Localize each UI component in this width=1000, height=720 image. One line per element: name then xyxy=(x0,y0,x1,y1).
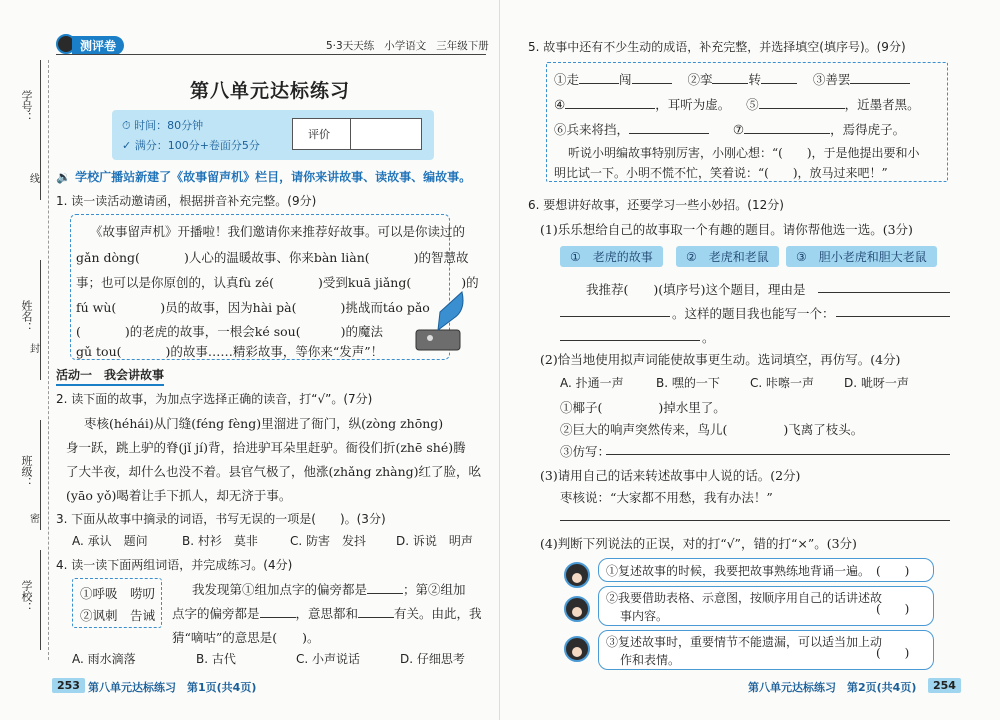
q3-option-a[interactable]: A. 承认 题问 xyxy=(72,534,148,548)
score-text: 满分：100分+卷面分5分 xyxy=(134,139,260,152)
q6-own-title-blank[interactable] xyxy=(836,316,950,317)
q1-line2 xyxy=(76,248,469,266)
margin-banji-label: 班级： xyxy=(20,455,33,488)
judge-statement-3b: 作和表情。 xyxy=(620,653,681,667)
q1-line6 xyxy=(76,342,383,360)
q5-r3a: ⑥兵来将挡， xyxy=(554,122,630,137)
q6-example-1 xyxy=(560,398,726,416)
q5-blank-7[interactable] xyxy=(759,108,845,109)
margin-feng: 封 xyxy=(30,344,40,355)
q5-blank-2[interactable] xyxy=(632,83,672,84)
q1-l3c: )的 xyxy=(461,275,479,290)
header-series xyxy=(326,38,489,53)
q6-sub2: (2)恰当地使用拟声词能使故事更生动。选词填空，再仿写。(4分) xyxy=(540,352,901,367)
q6-e2a: ②巨大的响声突然传来，鸟儿( xyxy=(560,422,728,437)
q5-blank-4[interactable] xyxy=(761,83,797,84)
margin-mi: 密 xyxy=(30,514,40,525)
q5-r2b: ，耳听为虚。 xyxy=(655,97,731,112)
q4-box-group1: ①呼吸 唠叨 xyxy=(80,586,156,601)
q1-l3b: )受到kuā jiǎng( xyxy=(318,275,412,290)
q5-r2d: ，近墨者黑。 xyxy=(844,97,920,112)
q6-sub3: (3)请用自己的话来转述故事中人说的话。(2分) xyxy=(540,468,801,483)
q5-r2c: ⑤ xyxy=(746,97,759,112)
q6-imitate-blank[interactable] xyxy=(606,454,950,455)
q1-line5 xyxy=(76,322,383,340)
q4-l2c: 有关。由此，我 xyxy=(394,606,482,621)
time-info: ⏱ 时间：80分钟 xyxy=(122,119,204,132)
q6-sub1: (1)乐乐想给自己的故事取一个有趣的题目。请你帮他选一选。(3分) xyxy=(540,222,913,237)
q1-l2b: )人心的温暖故事、你来bàn liàn( xyxy=(183,250,370,265)
q3-option-d[interactable]: D. 诉说 明声 xyxy=(396,534,473,548)
q3-option-b[interactable]: B. 村衫 莫非 xyxy=(182,534,258,548)
q4-l1a: 我发现第①组加点字的偏旁都是 xyxy=(192,582,368,597)
q1-l4b: )员的故事，因为hài pà( xyxy=(160,300,297,315)
q1-l5a: ( xyxy=(76,324,81,339)
q5-blank-8[interactable] xyxy=(629,133,709,134)
q4-blank-radical2[interactable] xyxy=(260,617,296,618)
q4-blank-radical1[interactable] xyxy=(367,593,403,594)
intro-body: 学校广播站新建了《故事留声机》栏目，请你来讲故事、读故事、编故事。 xyxy=(75,170,472,184)
q1-l2c: )的智慧故 xyxy=(413,250,469,265)
page-title: 第八单元达标练习 xyxy=(190,80,351,102)
q5-r1c: ②挛 xyxy=(687,72,713,87)
q6-own-title-blank-2[interactable] xyxy=(560,340,700,341)
q4-line2 xyxy=(172,604,482,622)
q4-l1b: ；第②组加 xyxy=(403,582,466,597)
q4-line1 xyxy=(192,580,466,598)
q6-e1a: ①椰子( xyxy=(560,400,603,415)
q6-title-option-1[interactable]: ① 老虎的故事 xyxy=(560,246,663,267)
q4-option-b[interactable]: B. 古代 xyxy=(196,652,236,666)
header-badge: 测评卷 xyxy=(72,36,124,55)
q5-r2a: ④ xyxy=(554,97,566,112)
judge-statement-2b: 事内容。 xyxy=(620,609,669,623)
judge-statement-3a: ③复述故事时，重要情节不能遗漏，可以适当加上动 xyxy=(606,635,883,649)
q5-blank-9[interactable] xyxy=(744,133,830,134)
q2-line1: 枣核(héhái)从门缝(féng fèng)里溜进了衙门，纵(zòng zhōng) xyxy=(84,416,444,431)
q5-r3d: ，焉得虎子。 xyxy=(830,122,906,137)
eval-divider xyxy=(350,118,351,150)
q1-l5b: )的老虎的故事，一根会ké sou( xyxy=(124,324,301,339)
q5-row2 xyxy=(554,95,920,113)
margin-xuehao-label: 学号： xyxy=(20,90,33,123)
subject-name: 小学语文 xyxy=(384,40,427,52)
q5-blank-1[interactable] xyxy=(579,83,619,84)
q4-line3: 猜“嘀咕”的意思是( )。 xyxy=(172,630,320,645)
q2-line2: 身一跃，跳上驴的脊(jǐ jí)背，拾进驴耳朵里赶驴。衙役们折(zhē shé)腾 xyxy=(66,440,466,455)
q6-onoma-d[interactable]: D. 呲呀一声 xyxy=(844,376,909,390)
q6-sub4: (4)判断下列说法的正误，对的打“√”，错的打“×”。(3分) xyxy=(540,536,857,551)
q6-onoma-a[interactable]: A. 扑通一声 xyxy=(560,376,624,390)
time-text: 时间：80分钟 xyxy=(134,119,204,132)
q4-option-a[interactable]: A. 雨水滴落 xyxy=(72,652,136,666)
q6-onoma-b[interactable]: B. 嘿的一下 xyxy=(656,376,720,390)
q1-l4c: )挑战而táo pǎo xyxy=(340,300,430,315)
q5-row3 xyxy=(554,120,905,138)
q2-line4: (yāo yǒ)喝着让手下抓人，却无济于事。 xyxy=(66,488,292,503)
q6-retell-blank[interactable] xyxy=(560,520,950,521)
q5-r1b: 闯 xyxy=(619,72,632,87)
child-avatar-1 xyxy=(564,562,590,588)
child-avatar-3 xyxy=(564,636,590,662)
q1-l5c: )的魔法 xyxy=(340,324,383,339)
header-rule xyxy=(56,54,486,55)
judge-answer-1[interactable]: ( ) xyxy=(876,564,910,578)
right-page xyxy=(500,0,1000,720)
q6-title-option-2[interactable]: ② 老虎和老鼠 xyxy=(676,246,779,267)
q6-quote: 枣核说：“大家都不用愁，我有办法！” xyxy=(560,490,773,505)
q4-title: 4. 读一读下面两组词语，并完成练习。(4分) xyxy=(56,558,293,572)
q3-option-c[interactable]: C. 防害 发抖 xyxy=(290,534,367,548)
activity-heading: 活动一 我会讲故事 xyxy=(56,366,164,386)
footer-text-right: 第八单元达标练习 第2页(共4页) xyxy=(748,681,917,694)
score-info: ✓ 满分：100分+卷面分5分 xyxy=(122,139,260,152)
q1-l6a: gǔ tou( xyxy=(76,344,122,359)
q1-title: 1. 读一读活动邀请函，根据拼音补充完整。(9分) xyxy=(56,194,317,208)
gramophone-icon xyxy=(410,288,466,354)
footer-page-number-right: 254 xyxy=(928,678,961,693)
q6-reason-blank-2[interactable] xyxy=(560,316,670,317)
q5-r1e: ③善罢 xyxy=(812,72,851,87)
q5-title: 5. 故事中还有不少生动的成语，补充完整，并选择填空(填序号)。(9分) xyxy=(528,40,906,54)
q4-l2a: 点字的偏旁都是 xyxy=(172,606,260,621)
q4-option-d[interactable]: D. 仔细思考 xyxy=(400,652,465,666)
q4-box-group2: ②讽刺 告诫 xyxy=(80,608,156,623)
q4-l2b: ，意思都和 xyxy=(295,606,359,621)
q6-e2b: )飞离了枝头。 xyxy=(783,422,864,437)
q5-r1a: ①走 xyxy=(554,72,580,87)
q6-recommend-line: 我推荐( )(填序号)这个题目，理由是 xyxy=(586,282,806,297)
judge-statement-2a: ②我要借助表格、示意图，按顺序用自己的话讲述故 xyxy=(606,591,883,605)
q5-blank-6[interactable] xyxy=(565,108,655,109)
margin-xingming-line xyxy=(40,260,41,380)
q1-l3a: 事；也可以是你原创的，认真fù zé( xyxy=(76,275,275,290)
judge-answer-3[interactable]: ( ) xyxy=(876,646,910,660)
q1-line1: 《故事留声机》开播啦！我们邀请你来推荐好故事。可以是你读过的 xyxy=(90,224,466,239)
intro-text: 🔉 学校广播站新建了《故事留声机》栏目，请你来讲故事、读故事、编故事。 xyxy=(56,170,472,184)
q6-reason-blank[interactable] xyxy=(818,292,950,293)
q1-line4 xyxy=(76,298,430,316)
q2-title: 2. 读下面的故事，为加点字选择正确的读音，打“√”。(7分) xyxy=(56,392,373,406)
series-name: 5·3天天练 xyxy=(326,40,375,52)
margin-banji-line xyxy=(40,420,41,530)
q5-r3c: ⑦ xyxy=(732,122,745,137)
q6-own-title-text: 。这样的题目我也能写一个： xyxy=(672,306,835,321)
q6-e1b: )掉水里了。 xyxy=(658,400,726,415)
q5-blank-5[interactable] xyxy=(850,83,910,84)
margin-xuexiao-label: 学校： xyxy=(20,580,33,613)
q1-l2a: gǎn dòng( xyxy=(76,250,140,265)
q4-blank-meaning[interactable] xyxy=(358,617,394,618)
judge-answer-2[interactable]: ( ) xyxy=(876,602,910,616)
q6-period: 。 xyxy=(702,330,715,345)
binding-dash-line xyxy=(48,60,49,660)
eval-label: 评价 xyxy=(308,128,330,141)
child-avatar-2 xyxy=(564,596,590,622)
q1-l6b: )的故事……精彩故事，等你来“发声”！ xyxy=(165,344,384,359)
q6-imitate-label: ③仿写： xyxy=(560,444,611,459)
footer-page-number: 253 xyxy=(52,678,85,693)
q6-onoma-c[interactable]: C. 咔嚓一声 xyxy=(750,376,815,390)
q6-title: 6. 要想讲好故事，还要学习一些小妙招。(12分) xyxy=(528,198,784,212)
footer-text: 第八单元达标练习 第1页(共4页) xyxy=(88,681,257,694)
q1-l4a: fú wù( xyxy=(76,300,117,315)
q2-line3: 了大半夜，却什么也没不着。县官气极了，他涨(zhǎng zhàng)红了脸，吆 xyxy=(66,464,482,479)
q5-row1 xyxy=(554,70,910,88)
q5-passage-2: 明比试一下。小明不慌不忙，笑着说：“( )，放马过来吧！” xyxy=(554,166,888,180)
grade-name: 三年级下册 xyxy=(436,40,489,52)
q5-blank-3[interactable] xyxy=(712,83,748,84)
judge-statement-1: ①复述故事的时候，我要把故事熟练地背诵一遍。 xyxy=(606,564,871,578)
margin-xingming-label: 姓名： xyxy=(20,300,33,333)
q3-title: 3. 下面从故事中摘录的词语，书写无误的一项是( )。(3分) xyxy=(56,512,386,526)
margin-xuehao-line xyxy=(40,60,41,200)
q5-passage-1: 听说小明编故事特别厉害，小刚心想：“( )，于是他提出要和小 xyxy=(568,146,920,160)
margin-xian: 线 xyxy=(30,174,40,185)
margin-xuexiao-line xyxy=(40,550,41,650)
q6-title-option-3[interactable]: ③ 胆小老虎和胆大老鼠 xyxy=(786,246,937,267)
q5-r1d: 转 xyxy=(748,72,761,87)
q6-example-2 xyxy=(560,420,863,438)
q4-option-c[interactable]: C. 小声说话 xyxy=(296,652,361,666)
